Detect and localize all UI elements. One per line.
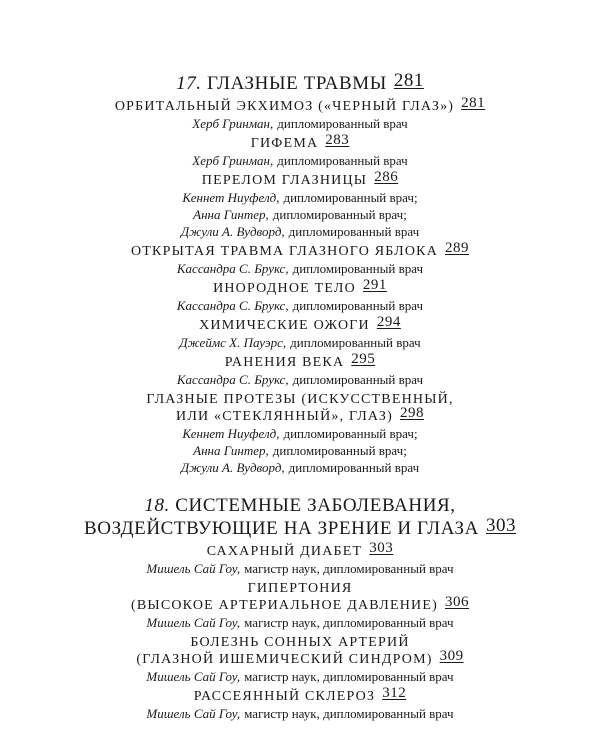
section-page-link[interactable]: 303	[369, 540, 394, 556]
chapter-title-line	[0, 72, 600, 95]
toc-entry	[0, 314, 600, 351]
author-credentials: магистр наук, дипломированный врач	[244, 706, 454, 721]
section-title	[0, 351, 600, 371]
section-title-text: ИЛИ «СТЕКЛЯННЫЙ», ГЛАЗ)	[176, 409, 393, 424]
author-line	[0, 425, 600, 442]
author-line	[0, 371, 600, 388]
chapter-title	[0, 72, 600, 95]
author-credentials: дипломированный врач	[277, 153, 408, 168]
section-title	[0, 277, 600, 297]
author-credentials: дипломированный врач	[277, 116, 408, 131]
author-line	[0, 152, 600, 169]
author-name: Кассандра С. Брукс,	[176, 298, 289, 313]
author-credentials: дипломированный врач	[292, 298, 424, 313]
section-page-link[interactable]: 294	[376, 314, 401, 330]
author-credentials: дипломированный врач;	[272, 207, 407, 222]
section-title	[0, 132, 600, 152]
section-title	[0, 580, 600, 614]
section-title	[0, 314, 600, 334]
author-name: Кеннет Ниуфелд,	[182, 190, 280, 205]
section-page-link[interactable]: 291	[362, 277, 387, 293]
section-title	[0, 169, 600, 189]
author-line	[0, 297, 600, 314]
toc-entry	[0, 540, 600, 577]
section-title-text: ГЛАЗНЫЕ ПРОТЕЗЫ (ИСКУССТВЕННЫЙ,	[146, 392, 454, 407]
chapter-page-link[interactable]: 281	[393, 70, 424, 91]
section-title-text: ИНОРОДНОЕ ТЕЛО	[213, 281, 356, 296]
author-name: Херб Гринман,	[192, 116, 274, 131]
author-line	[0, 206, 600, 223]
author-line	[0, 189, 600, 206]
author-line	[0, 223, 600, 240]
author-name: Кассандра С. Брукс,	[176, 261, 289, 276]
chapter	[0, 72, 600, 476]
author-line	[0, 334, 600, 351]
section-title-line	[0, 580, 600, 597]
section-title-text: ХИМИЧЕСКИЕ ОЖОГИ	[199, 318, 370, 333]
section-title-text: САХАРНЫЙ ДИАБЕТ	[206, 544, 363, 559]
toc-entry	[0, 169, 600, 240]
author-line	[0, 560, 600, 577]
section-title-line	[0, 314, 600, 334]
chapter-page-link[interactable]: 303	[485, 515, 516, 536]
toc-entry	[0, 95, 600, 132]
section-title	[0, 685, 600, 705]
section-title-text: ПЕРЕЛОМ ГЛАЗНИЦЫ	[201, 173, 368, 188]
section-title	[0, 634, 600, 668]
author-name: Мишель Сай Гоу,	[146, 615, 241, 630]
author-credentials: дипломированный врач	[292, 261, 424, 276]
section-title-text: ГИФЕМА	[250, 136, 319, 151]
section-page-link[interactable]: 309	[439, 648, 464, 664]
chapter-title-line	[0, 494, 600, 517]
section-page-link[interactable]: 286	[374, 169, 399, 185]
author-line	[0, 115, 600, 132]
author-line	[0, 442, 600, 459]
section-title-text: ОТКРЫТАЯ ТРАВМА ГЛАЗНОГО ЯБЛОКА	[130, 244, 439, 259]
section-title-line	[0, 634, 600, 651]
toc-entry	[0, 240, 600, 277]
author-credentials: дипломированный врач	[288, 224, 420, 239]
chapter-title-text: ГЛАЗНЫЕ ТРАВМЫ	[207, 73, 387, 94]
section-title-line	[0, 648, 600, 668]
chapter-title-line	[0, 517, 600, 540]
author-name: Джули А. Вудворд,	[180, 224, 285, 239]
section-title-line	[0, 95, 600, 115]
author-credentials: магистр наук, дипломированный врач	[244, 615, 454, 630]
section-title-text: (ВЫСОКОЕ АРТЕРИАЛЬНОЕ ДАВЛЕНИЕ)	[131, 598, 438, 613]
author-name: Анна Гинтер,	[193, 207, 269, 222]
author-credentials: дипломированный врач;	[283, 426, 418, 441]
section-title-text: ОРБИТАЛЬНЫЙ ЭКХИМОЗ («ЧЕРНЫЙ ГЛАЗ»)	[114, 99, 455, 114]
section-title-line	[0, 240, 600, 260]
author-name: Джули А. Вудворд,	[180, 460, 285, 475]
author-name: Анна Гинтер,	[193, 443, 269, 458]
author-name: Кассандра С. Брукс,	[176, 372, 289, 387]
author-name: Кеннет Ниуфелд,	[182, 426, 280, 441]
section-title-text: (ГЛАЗНОЙ ИШЕМИЧЕСКИЙ СИНДРОМ)	[136, 652, 433, 667]
author-credentials: магистр наук, дипломированный врач	[244, 561, 454, 576]
author-name: Мишель Сай Гоу,	[146, 669, 241, 684]
author-credentials: дипломированный врач	[288, 460, 420, 475]
author-name: Херб Гринман,	[192, 153, 274, 168]
section-title	[0, 391, 600, 425]
section-page-link[interactable]: 295	[351, 351, 376, 367]
chapter-number: 18.	[144, 495, 170, 516]
author-credentials: дипломированный врач	[292, 372, 424, 387]
toc-entry	[0, 351, 600, 388]
section-title	[0, 95, 600, 115]
author-line	[0, 260, 600, 277]
section-page-link[interactable]: 312	[382, 685, 407, 701]
author-credentials: дипломированный врач	[290, 335, 421, 350]
section-page-link[interactable]: 306	[444, 594, 469, 610]
section-title-line	[0, 685, 600, 705]
section-title-text: РАССЕЯННЫЙ СКЛЕРОЗ	[193, 689, 376, 704]
author-credentials: магистр наук, дипломированный врач	[244, 669, 454, 684]
section-title-line	[0, 405, 600, 425]
author-credentials: дипломированный врач;	[272, 443, 407, 458]
toc-entry	[0, 685, 600, 722]
section-title-line	[0, 594, 600, 614]
section-title-line	[0, 351, 600, 371]
section-page-link[interactable]: 289	[445, 240, 470, 256]
toc-entry	[0, 634, 600, 685]
author-line	[0, 705, 600, 722]
section-title-line	[0, 391, 600, 408]
section-title	[0, 540, 600, 560]
author-credentials: дипломированный врач;	[283, 190, 418, 205]
toc-entry	[0, 132, 600, 169]
author-line	[0, 459, 600, 476]
author-line	[0, 668, 600, 685]
section-title-line	[0, 540, 600, 560]
toc-entry	[0, 277, 600, 314]
chapter	[0, 494, 600, 722]
section-title-text: БОЛЕЗНЬ СОННЫХ АРТЕРИЙ	[190, 635, 410, 650]
toc-entry	[0, 580, 600, 631]
author-name: Мишель Сай Гоу,	[146, 561, 241, 576]
section-title-text: РАНЕНИЯ ВЕКА	[224, 355, 345, 370]
section-title-line	[0, 132, 600, 152]
section-title-line	[0, 169, 600, 189]
chapter-number: 17.	[176, 73, 202, 94]
table-of-contents	[0, 72, 600, 740]
section-title	[0, 240, 600, 260]
chapter-title-text: ВОЗДЕЙСТВУЮЩИЕ НА ЗРЕНИЕ И ГЛАЗА	[84, 518, 479, 539]
author-name: Джеймс Х. Пауэрс,	[179, 335, 287, 350]
section-page-link[interactable]: 298	[399, 405, 424, 421]
section-page-link[interactable]: 281	[461, 95, 486, 111]
author-name: Мишель Сай Гоу,	[146, 706, 241, 721]
chapter-title	[0, 494, 600, 540]
toc-entry	[0, 391, 600, 476]
section-page-link[interactable]: 283	[325, 132, 350, 148]
section-title-line	[0, 277, 600, 297]
section-title-text: ГИПЕРТОНИЯ	[247, 581, 353, 596]
chapter-title-text: СИСТЕМНЫЕ ЗАБОЛЕВАНИЯ,	[175, 495, 456, 516]
author-line	[0, 614, 600, 631]
